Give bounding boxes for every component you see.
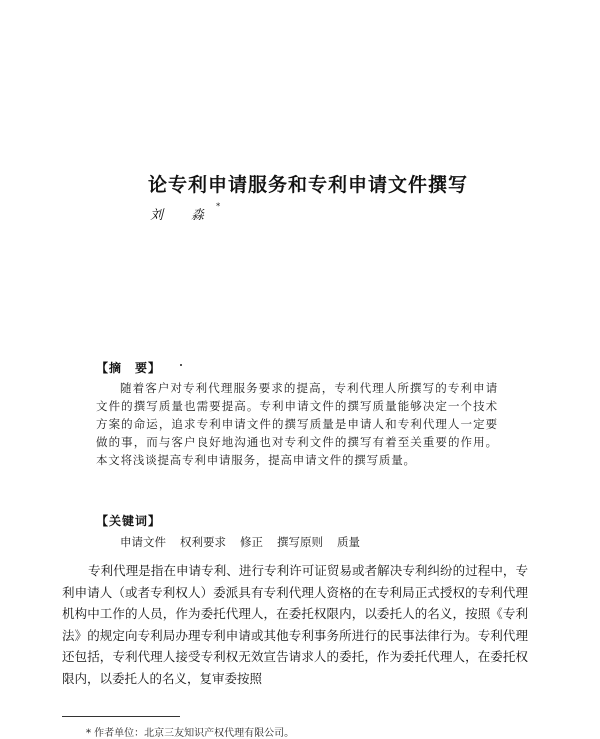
keywords-label: 【关键词】 <box>96 514 162 528</box>
author-line <box>150 201 221 223</box>
body-paragraph: 专利代理是指在申请专利、进行专利许可证贸易或者解决专利纠纷的过程中，专利申请人（或者专利权人）委派具有专利代理人资格的在专利局正式授权的专利代理机构中工作的人员，作为委托代理人，在委托权限内，以委托人的名义，按照《专利法》的规定向专利局办理专利申请或其他专利事务所进行的民事法律行为。专利代理还包括，专利代理人接受专利权无效宣告请求人的委托，作为委托代理人，在委托权限内，以委托人的名义，复审委按照 <box>62 563 528 686</box>
scan-speck <box>180 364 182 366</box>
author-name: 刘 淼 <box>150 208 217 223</box>
footnote: * 作者单位：北京三友知识产权代理有限公司。 <box>86 728 295 739</box>
footnote-divider <box>62 716 180 717</box>
keyword: 申请文件 <box>120 535 166 549</box>
keyword: 修正 <box>240 535 263 549</box>
keywords-list <box>120 534 360 550</box>
keyword: 权利要求 <box>180 535 226 549</box>
abstract-text: 随着客户对专利代理服务要求的提高，专利代理人所撰写的专利申请文件的撰写质量也需要提高。专利申请文件的撰写质量能够决定一个技术方案的命运，追求专利申请文件的撰写质量是申请人和专利代理人一定要做的事，而与客户良好地沟通也对专利文件的撰写有着至关重要的作用。本文将浅谈提高专利申请服务，提高申请文件的撰写质量。 <box>96 381 498 467</box>
keyword: 撰写原则 <box>277 535 323 549</box>
keyword: 质量 <box>337 535 360 549</box>
abstract-label: 【摘 要】 <box>96 361 162 375</box>
author-footnote-mark: * <box>216 201 221 211</box>
paper-title: 论专利申请服务和专利申请文件撰写 <box>148 174 469 196</box>
